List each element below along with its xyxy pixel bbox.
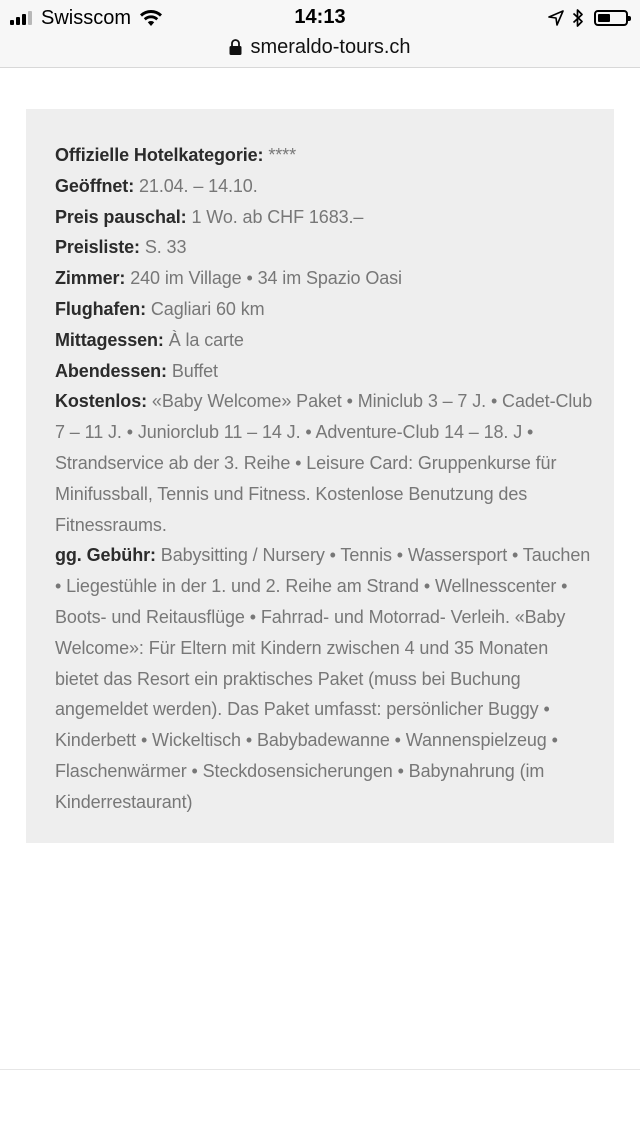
battery-icon [594, 10, 628, 26]
hotel-info-box [26, 109, 614, 843]
info-row-fee [55, 540, 594, 817]
info-value: 1 Wo. ab CHF 1683.– [186, 206, 364, 227]
info-label: Preis pauschal: [55, 206, 187, 227]
info-value: À la carte [163, 329, 244, 350]
info-label: Offizielle Hotelkategorie: [55, 145, 264, 165]
info-row-lunch [55, 325, 594, 356]
carrier-name: Swisscom [41, 6, 132, 29]
clock: 14:13 [294, 6, 346, 28]
info-value: S. 33 [139, 237, 187, 258]
info-value: Babysitting / Nursery • Tennis • Wassersport • Tauchen • Liegestühle in der 1. und 2. Reihe am Strand • Wellnesscenter • Boots- und Reitausflüge • Fahrrad- und Motorrad- Verleih. «Baby Welcome»: Für Eltern mit Kindern zwischen 4 und 35 Monaten bietet das Resort ein praktisches Paket (muss bei Buchung angemeldet werden). Das Paket umfasst: persönlicher Buggy • Kinderbett • Wickeltisch • Babybadewanne • Wannenspielzeug • Flaschenwärmer • Steckdosensicherungen • Babynahrung (im Kinderrestaurant) [55, 545, 591, 812]
bottom-divider [0, 1069, 640, 1070]
info-value: **** [263, 145, 296, 165]
url-text[interactable]: smeraldo-tours.ch [250, 35, 411, 58]
info-label: gg. Gebühr: [55, 545, 156, 566]
info-value: 240 im Village • 34 im Spazio Oasi [125, 268, 402, 289]
info-row-opened [55, 171, 594, 202]
info-value: «Baby Welcome» Paket • Miniclub 3 – 7 J. • Cadet-Club 7 – 11 J. • Juniorclub 11 – 14 J. • Adventure-Club 14 – 18. J • Strandservice ab der 3. Reihe • Leisure Card: Gruppenkurse für Minifussball, Tennis und Fitness. Kostenlose Benutzung des Fitnessraums. [55, 391, 593, 535]
info-value: Cagliari 60 km [146, 298, 265, 319]
info-row-free [55, 386, 594, 540]
status-right [540, 6, 628, 30]
address-bar[interactable] [0, 34, 640, 60]
signal-icon [10, 11, 34, 25]
info-row-price-list [55, 232, 594, 263]
info-label: Zimmer: [55, 268, 126, 289]
wifi-icon [139, 9, 163, 27]
lock-icon [229, 39, 242, 55]
info-row-rooms [55, 263, 594, 294]
info-value: 21.04. – 14.10. [134, 175, 258, 196]
info-label: Mittagessen: [55, 329, 164, 350]
battery-level [598, 14, 610, 22]
info-label: Flughafen: [55, 298, 146, 319]
status-bar [0, 0, 640, 68]
info-label: Geöffnet: [55, 175, 135, 196]
bluetooth-icon [572, 8, 584, 28]
info-row-price [55, 202, 594, 233]
info-label: Abendessen: [55, 360, 167, 381]
info-label: Kostenlos: [55, 391, 148, 412]
info-row-hotel-category [55, 140, 594, 171]
info-row-dinner [55, 356, 594, 387]
status-left [10, 6, 163, 30]
info-row-airport [55, 294, 594, 325]
info-value: Buffet [166, 360, 218, 381]
location-arrow-icon [548, 10, 564, 26]
info-label: Preisliste: [55, 237, 140, 258]
